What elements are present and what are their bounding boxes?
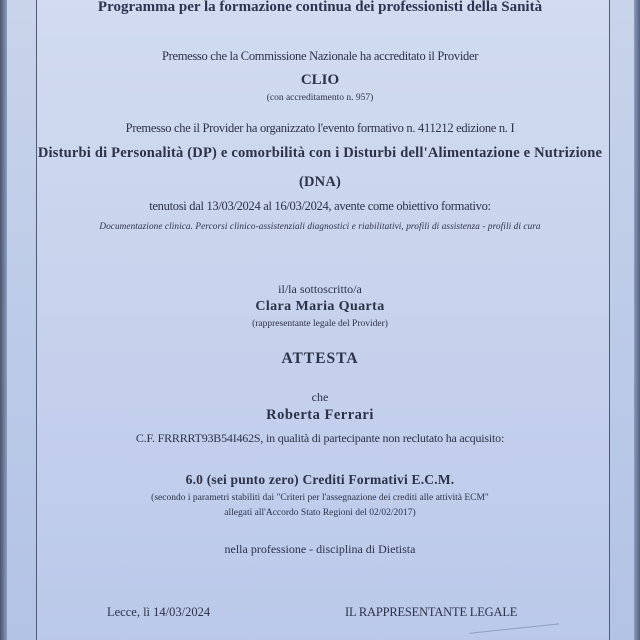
provider-name: CLIO — [300, 72, 340, 88]
signatory-name: Clara Maria Quarta — [255, 299, 385, 314]
provider-accreditation: (con accreditamento n. 957) — [266, 93, 374, 103]
premise-event: Premesso che il Provider ha organizzato l'evento formativo n. 411212 edizione n. I — [125, 121, 515, 135]
place-date: Lecce, lì 14/03/2024 — [107, 605, 211, 619]
participant-name: Roberta Ferrari — [266, 407, 374, 423]
event-dates: tenutosi dal 13/03/2024 al 16/03/2024, avente come obiettivo formativo: — [149, 199, 491, 213]
credits-awarded: 6.0 (sei punto zero) Crediti Formativi E.C.M. — [185, 472, 455, 487]
event-title-line1: Disturbi di Personalità (DP) e comorbilità con i Disturbi dell'Alimentazione e Nutrizione — [37, 145, 603, 161]
criteria-line1: (secondo i parametri stabiliti dai "Criteri per l'assegnazione dei crediti alle attività ECM" — [151, 493, 489, 503]
legal-representative-label: IL RAPPRESENTANTE LEGALE — [345, 605, 518, 619]
attesta-heading: ATTESTA — [281, 350, 359, 367]
program-title: Programma per la formazione continua dei professionisti della Sanità — [97, 0, 543, 15]
criteria-line2: allegati all'Accordo Stato Regioni del 02/02/2017) — [224, 508, 416, 518]
profession-discipline: nella professione - disciplina di Dietista — [224, 542, 416, 556]
event-title-line2: (DNA) — [298, 174, 342, 190]
che-label: che — [311, 390, 329, 404]
training-objective: Documentazione clinica. Percorsi clinico-assistenziali diagnostici e riabilitativi, profili di assistenza - profili di cura — [99, 221, 541, 231]
participant-details: C.F. FRRRRT93B54I462S, in qualità di partecipante non reclutato ha acquisito: — [135, 431, 505, 445]
premise-commission: Premesso che la Commissione Nazionale ha accreditato il Provider — [161, 49, 479, 63]
undersigned-label: il/la sottoscritto/a — [278, 282, 362, 296]
signatory-role: (rappresentante legale del Provider) — [252, 319, 388, 329]
